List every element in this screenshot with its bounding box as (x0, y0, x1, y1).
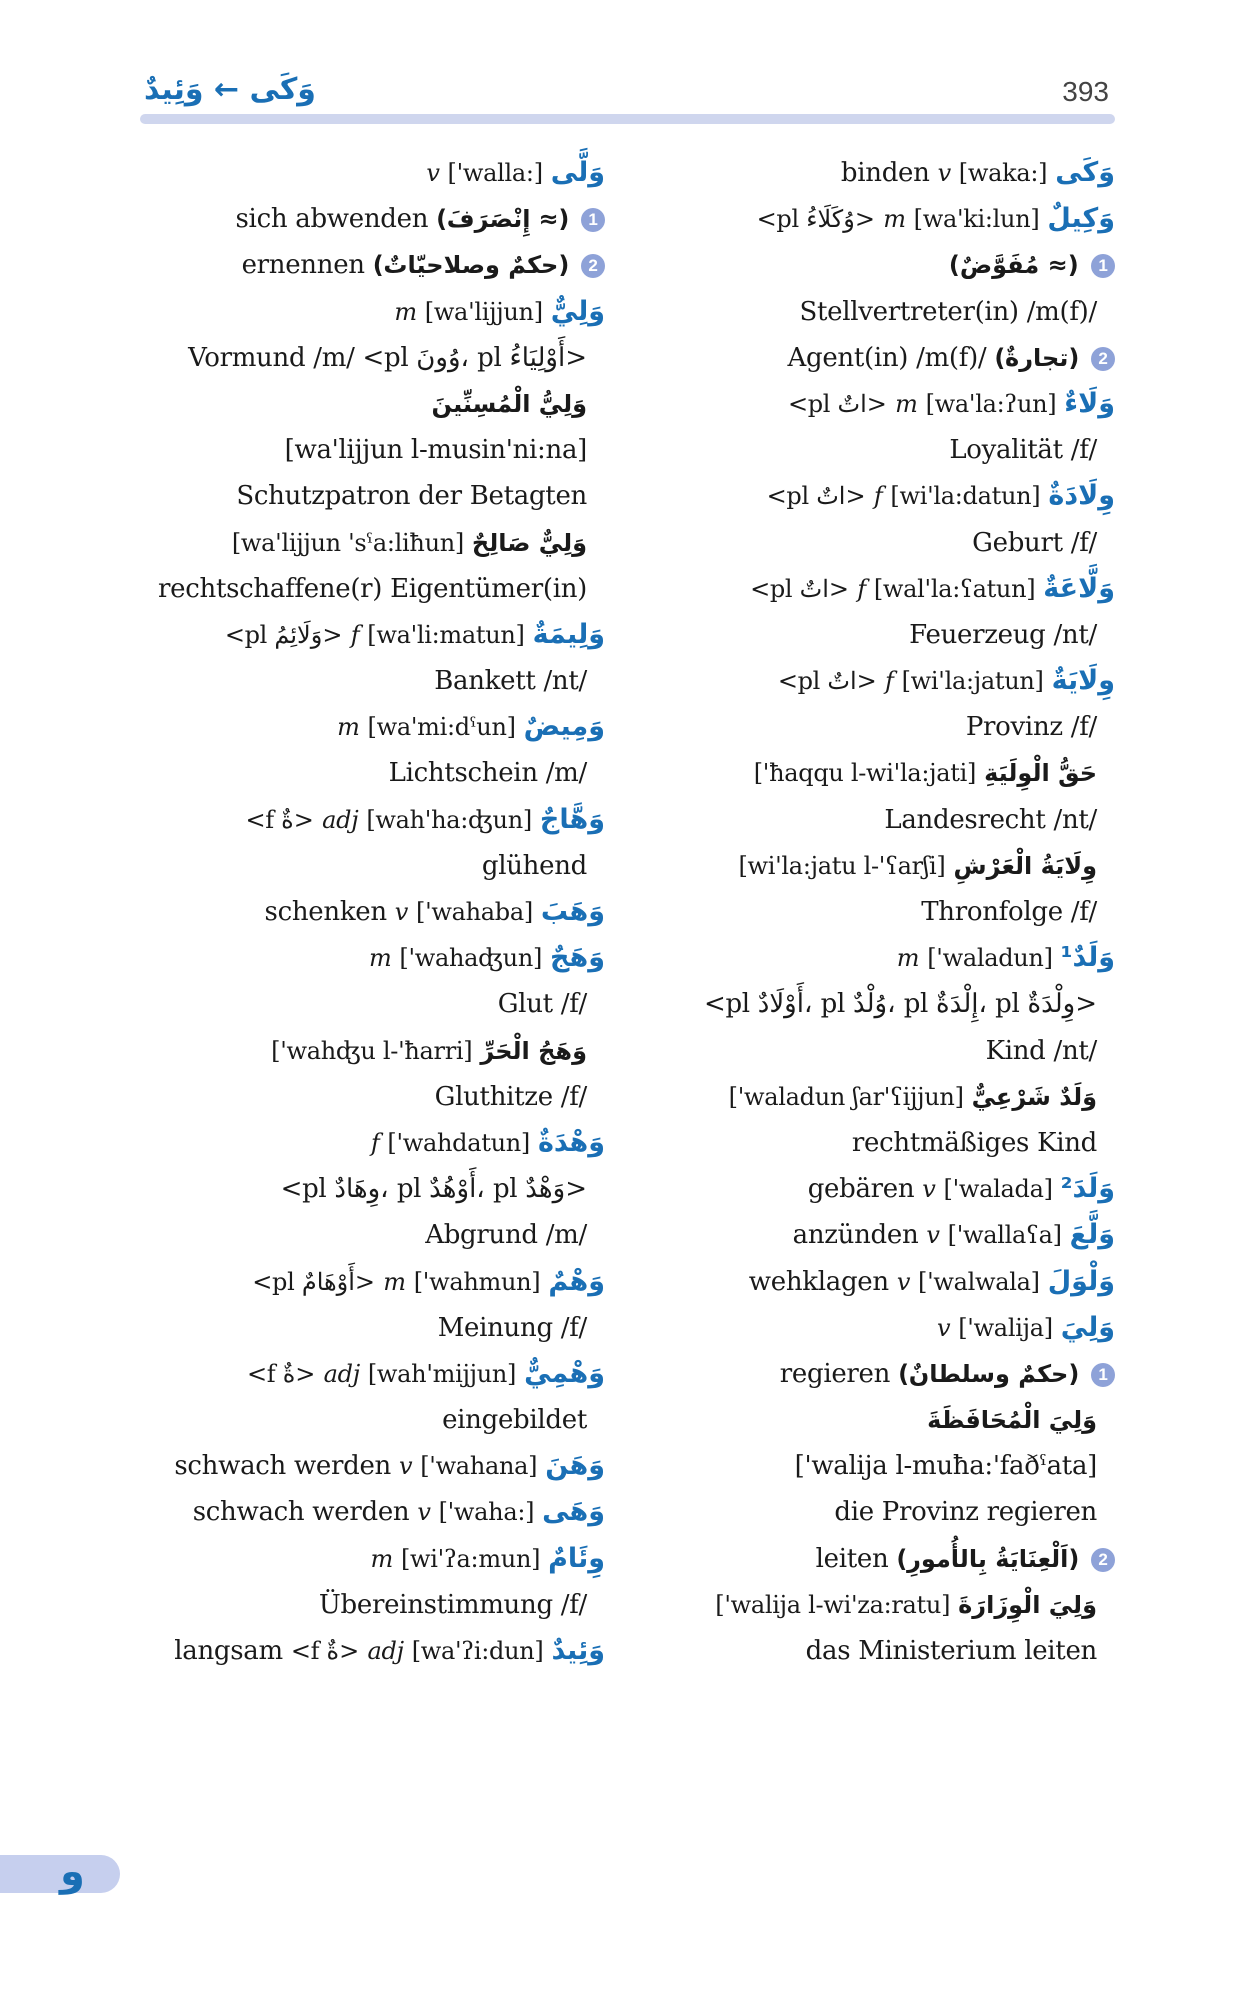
grammar-tag: adj (323, 1359, 360, 1388)
transcription: [wi'ʔa:mun] (400, 1544, 541, 1573)
translation: leiten (815, 1543, 889, 1574)
transcription: ['wahʤu l-'ħarri] (271, 1036, 473, 1065)
plural-form: <f ةٌ> (290, 1637, 360, 1665)
grammar-tag: v (398, 1452, 413, 1481)
grammar-tag: f (885, 667, 894, 696)
grammar-tag: m (383, 1267, 406, 1296)
dictionary-line (135, 381, 605, 427)
transcription: ['wahana] (420, 1452, 538, 1481)
grammar-tag: m (368, 944, 392, 973)
dictionary-line (660, 1259, 1115, 1305)
phrase: وَهَجُ الْحَرِّ (480, 1036, 587, 1065)
dictionary-line (660, 750, 1115, 796)
dictionary-line (135, 843, 605, 889)
headword: وَلَدٌ¹ (1060, 942, 1115, 974)
dictionary-line (135, 612, 605, 658)
sense-number-badge: 2 (1091, 347, 1115, 371)
dictionary-line (660, 520, 1115, 566)
dictionary-line (660, 1351, 1115, 1397)
header-rule (140, 114, 1115, 124)
plural-form: <f ةٌ> (245, 805, 314, 834)
phrase: وَلِيَ الْمُحَافَظَةَ (927, 1406, 1097, 1435)
headword: وَهَى (542, 1496, 605, 1528)
dictionary-line (660, 889, 1115, 935)
dictionary-line (660, 1443, 1115, 1489)
dictionary-line (135, 289, 605, 335)
dictionary-line (660, 1489, 1115, 1535)
headword: وَمِيضٌ (523, 711, 605, 743)
translation: ernennen (241, 250, 365, 281)
headword: وَهَنَ (545, 1450, 605, 1482)
phrase: وَلِيَ الْوِزَارَةَ (958, 1590, 1097, 1619)
phrase: وِلَايَةُ الْعَرْشِ (953, 851, 1097, 880)
headword: وَلَدَ² (1060, 1173, 1115, 1205)
sense-context: (≈ إِنْصَرَفَ) (436, 205, 570, 234)
translation: anzünden (792, 1220, 919, 1251)
headword: وَلْوَلَ (1047, 1265, 1115, 1297)
dictionary-line (135, 1397, 605, 1443)
translation: sich abwenden (235, 204, 429, 235)
dictionary-line (135, 1489, 605, 1535)
transcription: ['walija] (958, 1313, 1053, 1342)
grammar-tag: adj (322, 805, 359, 834)
dictionary-line (660, 1120, 1115, 1166)
sense-context: (حكمٌ وصلاحيّاتٌ) (372, 251, 570, 280)
plural-form: <pl اتٌ> (750, 574, 850, 603)
headword: وَهْدَةٌ (537, 1126, 605, 1158)
transcription: [wa'lijjun 'sˤa:liħun] (231, 528, 464, 557)
translation: regieren (779, 1358, 891, 1389)
dictionary-line (135, 1443, 605, 1489)
dictionary-line (660, 843, 1115, 889)
translation: schwach werden (192, 1497, 410, 1528)
transcription: ['waladun] (927, 944, 1053, 973)
dictionary-line (135, 242, 605, 288)
headword: وَكَى (1055, 157, 1115, 188)
transcription: ['walwala] (918, 1267, 1040, 1296)
dictionary-line (660, 381, 1115, 427)
dictionary-line (135, 566, 605, 612)
translation: schenken (264, 897, 387, 927)
grammar-tag: v (922, 1175, 936, 1204)
dictionary-line (660, 1028, 1115, 1074)
dictionary-line (660, 935, 1115, 981)
page-number: 393 (1062, 76, 1109, 107)
plural-form: <pl اتٌ> (777, 667, 877, 696)
dictionary-line (135, 335, 605, 381)
dictionary-line (135, 427, 605, 473)
grammar-tag: m (394, 297, 417, 326)
translation: gebären (807, 1174, 915, 1205)
grammar-tag: m (895, 389, 918, 418)
dictionary-line (135, 1074, 605, 1120)
grammar-tag: f (350, 620, 360, 649)
transcription: ['wahdatun] (387, 1128, 530, 1157)
text: Glut /f/ (497, 989, 587, 1020)
transcription: ['waladun ʃar'ʕijjun] (728, 1082, 964, 1111)
text: Landesrecht /nt/ (884, 804, 1097, 835)
transcription: ['ħaqqu l-wi'la:jati] (753, 759, 977, 788)
headword: وَئِيدٌ (551, 1635, 605, 1666)
dictionary-line (660, 1628, 1115, 1674)
dictionary-line (660, 427, 1115, 473)
grammar-tag: v (936, 1313, 951, 1342)
transcription: [wa'lijjun] (424, 297, 543, 326)
dictionary-line (135, 1166, 605, 1212)
text: glühend (481, 850, 587, 881)
headword: وَهَّاجٌ (539, 803, 605, 835)
dictionary-line (135, 1212, 605, 1258)
dictionary-line (135, 1259, 605, 1305)
dictionary-line (660, 242, 1115, 288)
thumb-index-tab (0, 1849, 120, 1895)
dictionary-line (135, 889, 605, 935)
dictionary-line (660, 612, 1115, 658)
dictionary-line (660, 335, 1115, 381)
sense-number-badge: 1 (1091, 1363, 1115, 1387)
grammar-tag: v (426, 159, 440, 187)
dictionary-line (660, 1212, 1115, 1258)
dictionary-line (135, 1028, 605, 1074)
transcription: ['wahaba] (416, 898, 533, 926)
dictionary-line (660, 658, 1115, 704)
phrase: حَقُّ الْوِلَيَةِ (984, 759, 1097, 788)
grammar-tag: v (394, 898, 409, 926)
sense-context: (≈ مُفَوَّضٌ) (948, 251, 1079, 280)
transcription: [wa'ʔi:dun] (411, 1637, 544, 1665)
transcription: ['wallaʕa] (947, 1221, 1062, 1250)
transcription: [wi'la:jatu l-'ʕarʃi] (738, 851, 946, 880)
headword: وَلِيَ (1060, 1311, 1115, 1343)
page-header (140, 62, 1115, 124)
transcription: [wah'mijjun] (367, 1359, 517, 1388)
headword: وَهَجٌ (550, 942, 605, 974)
dictionary-line (135, 196, 605, 242)
translation: schwach werden (174, 1451, 391, 1482)
dictionary-line (135, 704, 605, 750)
dictionary-line (660, 981, 1115, 1027)
text: Schutzpatron der Betagten (236, 481, 587, 512)
headword: وِئَامٌ (548, 1542, 605, 1574)
text: <pl أَوْلَادٌ، pl وُلْدٌ، pl إِلْدَةٌ، pl وِلْدَةٌ> (703, 989, 1097, 1020)
transcription: [wa'la:ʔun] (925, 389, 1057, 418)
transcription: [wa'mi:dˤun] (367, 713, 516, 742)
text: Feuerzeug /nt/ (909, 619, 1097, 650)
dictionary-line (660, 1582, 1115, 1628)
dictionary-line (660, 289, 1115, 335)
phrase: وَلِيٌّ صَالِحٌ (471, 528, 587, 557)
grammar-tag: adj (367, 1637, 404, 1665)
dictionary-line (135, 1305, 605, 1351)
text: das Ministerium leiten (805, 1636, 1097, 1666)
transcription: [wah'ha:ʤun] (366, 805, 532, 834)
transcription: [wal'la:ʕatun] (873, 574, 1036, 603)
grammar-tag: m (883, 205, 906, 234)
plural-form: <f ةٌ> (246, 1359, 316, 1388)
headword: وِلَادَةٌ (1048, 480, 1115, 512)
headword: وَلِيٌّ (550, 295, 605, 327)
grammar-tag: m (370, 1544, 394, 1573)
headword: وَكِيلٌ (1047, 203, 1115, 235)
text: Gluthitze /f/ (434, 1081, 587, 1112)
text: [wa'lijjun l-musin'ni:na] (284, 435, 587, 466)
text: <pl وِهَادٌ، pl أَوْهُدٌ، pl وَهْدٌ> (280, 1174, 587, 1205)
headword: وَهْمِيٌّ (524, 1357, 605, 1389)
text: Bankett /nt/ (434, 666, 587, 697)
transcription: ['walada] (943, 1175, 1053, 1204)
sense-context: (تجارةٌ) (994, 343, 1080, 372)
dictionary-line (660, 797, 1115, 843)
dictionary-line (660, 150, 1115, 196)
transcription: [wi'la:datun] (890, 482, 1041, 511)
text: die Provinz regieren (834, 1497, 1097, 1528)
text: Stellvertreter(in) /m(f)/ (799, 296, 1097, 327)
dictionary-line (660, 1536, 1115, 1582)
dictionary-line (660, 1166, 1115, 1212)
text: eingebildet (442, 1405, 587, 1436)
grammar-tag: v (937, 159, 951, 187)
translation: wehklagen (748, 1266, 889, 1297)
guide-words: وَكَى ← وَئِيدٌ (144, 72, 316, 107)
dictionary-line (135, 1536, 605, 1582)
dictionary-line (135, 1351, 605, 1397)
headword: وَلَّاعَةٌ (1043, 572, 1115, 604)
transcription: ['wahmun] (413, 1267, 541, 1296)
left-column (135, 150, 605, 1674)
sense-number-badge: 2 (1091, 1548, 1115, 1572)
grammar-tag: f (873, 482, 883, 511)
phrase: وَلِيُّ الْمُسِنِّينَ (431, 389, 587, 418)
dictionary-line (135, 981, 605, 1027)
dictionary-line (135, 1120, 605, 1166)
text: Lichtschein /m/ (388, 758, 587, 789)
sense-number-badge: 1 (1091, 254, 1115, 278)
text: rechtmäßiges Kind (851, 1127, 1097, 1158)
plural-form: <pl وُكَلَاءُ> (756, 205, 875, 234)
sense-context: (اَلْعِنَايَةُ بِالأُمورِ) (896, 1544, 1080, 1573)
transcription: [wa'li:matun] (367, 620, 525, 649)
grammar-tag: m (896, 944, 920, 973)
plural-form: <pl اتٌ> (787, 389, 887, 418)
sense-number-badge: 2 (581, 254, 605, 278)
headword: وِلَايَةٌ (1051, 665, 1115, 697)
transcription: [wi'la:jatun] (901, 667, 1044, 696)
dictionary-line (660, 473, 1115, 519)
headword: وَهْمٌ (548, 1265, 605, 1297)
plural-form: <pl وَلَائِمُ> (224, 620, 343, 649)
dictionary-line (135, 750, 605, 796)
sense-number-badge: 1 (581, 208, 605, 232)
text: Abgrund /m/ (425, 1220, 587, 1251)
dictionary-line (135, 935, 605, 981)
text: Übereinstimmung /f/ (318, 1589, 587, 1620)
headword: وَهَبَ (540, 896, 605, 927)
text: rechtschaffene(r) Eigentümer(in) (158, 573, 587, 604)
right-column (660, 150, 1115, 1674)
transcription: ['waha:] (438, 1498, 535, 1527)
headword: وَلَّى (550, 157, 605, 188)
headword: وَلَاءٌ (1064, 387, 1115, 419)
translation: binden (840, 158, 930, 188)
transcription: [waka:] (958, 159, 1048, 187)
transcription: ['walija l-wi'za:ratu] (715, 1590, 951, 1619)
dictionary-line (135, 520, 605, 566)
text: Vormund /m/ <pl وُونَ، pl أَوْلِيَاءُ> (188, 342, 587, 373)
plural-form: <pl أَوْهَامٌ> (252, 1267, 376, 1296)
grammar-tag: f (857, 574, 866, 603)
sense-context: (حكمٌ وسلطانٌ) (898, 1359, 1080, 1388)
translation: langsam (174, 1636, 283, 1666)
transcription: ['wahaʤun] (399, 944, 543, 973)
phrase: وَلَدٌ شَرْعِيٌّ (971, 1082, 1097, 1111)
dictionary-line (135, 1582, 605, 1628)
headword: وَلِيمَةٌ (532, 618, 605, 650)
text: ['walija l-muħa:'faðˤata] (794, 1451, 1097, 1482)
grammar-tag: v (417, 1498, 431, 1527)
dictionary-line (660, 196, 1115, 242)
text: Geburt /f/ (972, 527, 1097, 558)
grammar-tag: v (926, 1221, 940, 1250)
dictionary-line (135, 150, 605, 196)
text: Kind /nt/ (985, 1035, 1097, 1066)
transcription: ['walla:] (447, 159, 543, 187)
transcription: [wa'ki:lun] (913, 205, 1040, 234)
grammar-tag: m (337, 713, 360, 742)
text: Loyalität /f/ (949, 435, 1097, 466)
text: Provinz /f/ (965, 712, 1097, 743)
dictionary-line (660, 704, 1115, 750)
plural-form: <pl اتٌ> (766, 482, 866, 511)
text: Thronfolge /f/ (921, 897, 1097, 927)
text: Meinung /f/ (437, 1312, 587, 1343)
headword: وَلَّعَ (1069, 1219, 1115, 1251)
dictionary-line (660, 1397, 1115, 1443)
dictionary-line (135, 473, 605, 519)
dictionary-line (660, 1305, 1115, 1351)
translation: Agent(in) /m(f)/ (787, 342, 987, 373)
dictionary-line (135, 1628, 605, 1674)
dictionary-line (135, 658, 605, 704)
dictionary-line (135, 797, 605, 843)
thumb-index-letter: و (60, 1849, 85, 1895)
grammar-tag: f (370, 1128, 380, 1157)
dictionary-line (660, 566, 1115, 612)
dictionary-line (660, 1074, 1115, 1120)
grammar-tag: v (896, 1267, 911, 1296)
